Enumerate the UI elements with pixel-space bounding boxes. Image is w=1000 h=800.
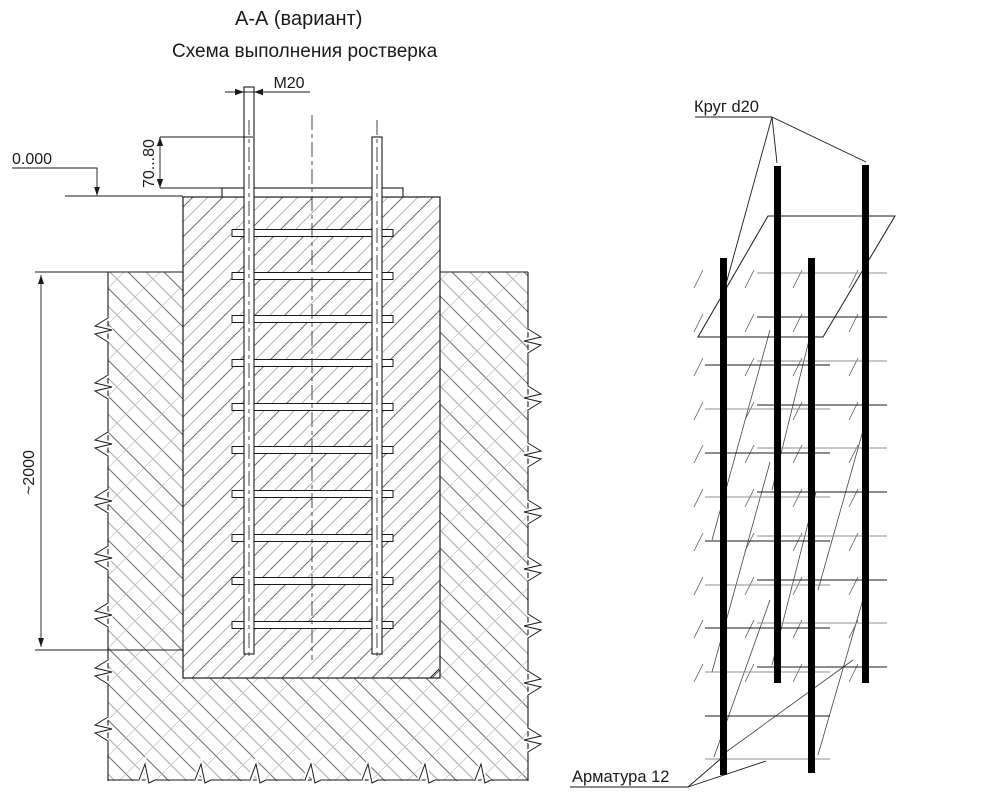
rebar-rung [232,404,393,411]
mesh-tick [694,620,703,638]
dimension-m20 [225,75,310,95]
mesh-tick [745,445,754,463]
anchor-bar [862,165,869,683]
mesh-tick [745,489,754,507]
mesh-tick [694,664,703,682]
dim-arrow [38,275,44,284]
rebar-rung [232,273,393,280]
mesh-tick [694,533,703,551]
callout-rebar [570,756,766,787]
pier-concrete-hatch [183,197,440,678]
mesh-tick [745,314,754,332]
dim-text-protrusion: 70...80 [141,139,158,188]
section-title: А-А (вариант) [235,8,363,30]
dim-text-depth: ~2000 [21,450,38,495]
rebar-rung [232,491,393,498]
vertical-bars [720,165,869,775]
mesh-tick [694,445,703,463]
leader-line [688,756,724,787]
rebar-rung [232,622,393,629]
rebar-rung [232,447,393,454]
mesh-tick [694,577,703,595]
anchor-bar [774,166,781,683]
leader-line [772,117,777,163]
mesh-diagonal [818,582,868,755]
right-figure-anchor-cage [570,98,895,787]
left-figure-cross-section [12,75,541,783]
dim-arrow [254,89,263,95]
level-leader [12,168,97,191]
drawing-subtitle: Схема выполнения ростверка [172,41,438,62]
dim-arrow [235,89,244,95]
leader-line [726,117,772,284]
mesh-diagonal [726,660,853,752]
dim-text-m20: М20 [273,75,305,92]
mesh-tick [694,314,703,332]
anchor-bar [720,258,727,775]
mesh-tick [745,270,754,288]
rebar-rung [232,230,393,237]
anchor-bar [808,258,815,773]
level-mark [12,151,100,196]
mesh-tick [694,358,703,376]
mesh-tick [694,402,703,420]
mesh-ties [705,273,887,759]
mesh-diagonal [818,420,866,590]
leader-line [772,117,866,162]
mesh-tick [745,577,754,595]
rebar-rung [232,360,393,367]
mesh-tick [694,270,703,288]
rebar-rung [232,316,393,323]
level-text: 0.000 [12,151,53,168]
level-arrow [94,187,100,196]
mesh-tick [745,620,754,638]
rebar-rung [232,578,393,585]
dimension-protrusion [141,137,253,188]
dimension-depth [21,275,44,647]
mesh-tick [694,489,703,507]
mesh-tick [745,358,754,376]
rebar-rung [232,535,393,542]
label-rebar: Арматура 12 [572,768,670,786]
dim-arrow [38,638,44,647]
label-round-bar: Круг d20 [694,98,759,116]
